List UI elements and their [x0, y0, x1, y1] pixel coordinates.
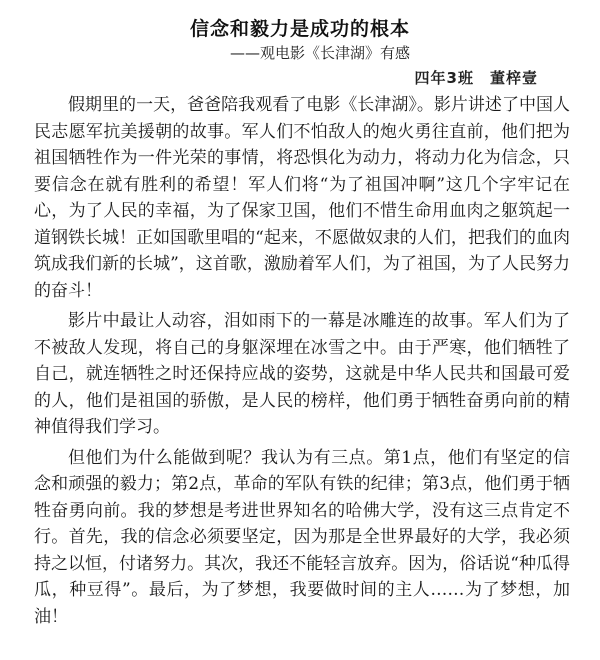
essay-body [34, 92, 570, 634]
paragraph-2: 影片中最让人动容，泪如雨下的一幕是冰雕连的故事。军人们为了不被敌人发现，将自己的身躯深埋在冰雪之中。由于严寒，他们牺牲了自己，就连牺牲之时还保持应战的姿势，这就是中华人民共和国最可爱的人，他们是祖国的骄傲，是人民的榜样，他们勇于牺牲奋勇向前的精神值得我们学习。 [34, 311, 570, 437]
paragraph-1: 假期里的一天，爸爸陪我观看了电影《长津湖》。影片讲述了中国人民志愿军抗美援朝的故事。军人们不怕敌人的炮火勇往直前，他们把为祖国牺牲作为一件光荣的事情，将恐惧化为动力，将动力化为信念，只要信念在就有胜利的希望！军人们将“为了祖国冲啊”这几个字牢记在心，为了人民的幸福，为了保家卫国，他们不惜生命用血肉之躯筑起一道钢铁长城！正如国歌里唱的“起来，不愿做奴隶的人们，把我们的血肉筑成我们新的长城”，这首歌，激励着军人们，为了祖国，为了人民努力的奋斗！ [34, 95, 570, 301]
essay-subtitle: ——观电影《长津湖》有感 [229, 44, 410, 62]
essay-title: 信念和毅力是成功的根本 [189, 18, 410, 40]
paragraph-3: 但他们为什么能做到呢？我认为有三点。第1点，他们有坚定的信念和顽强的毅力；第2点，革命的军队有铁的纪律；第3点，他们勇于牺牲奋勇向前。我的梦想是考进世界知名的哈佛大学，没有这三点肯定不行。首先，我的信念必须要坚定，因为那是全世界最好的大学，我必须持之以恒，付诸努力。其次，我还不能轻言放弃。因为，俗话说“种瓜得瓜，种豆得”。最后，为了梦想，我要做时间的主人……为了梦想，加油！ [34, 447, 570, 627]
author-line: 四年3班 董梓壹 [414, 69, 538, 87]
